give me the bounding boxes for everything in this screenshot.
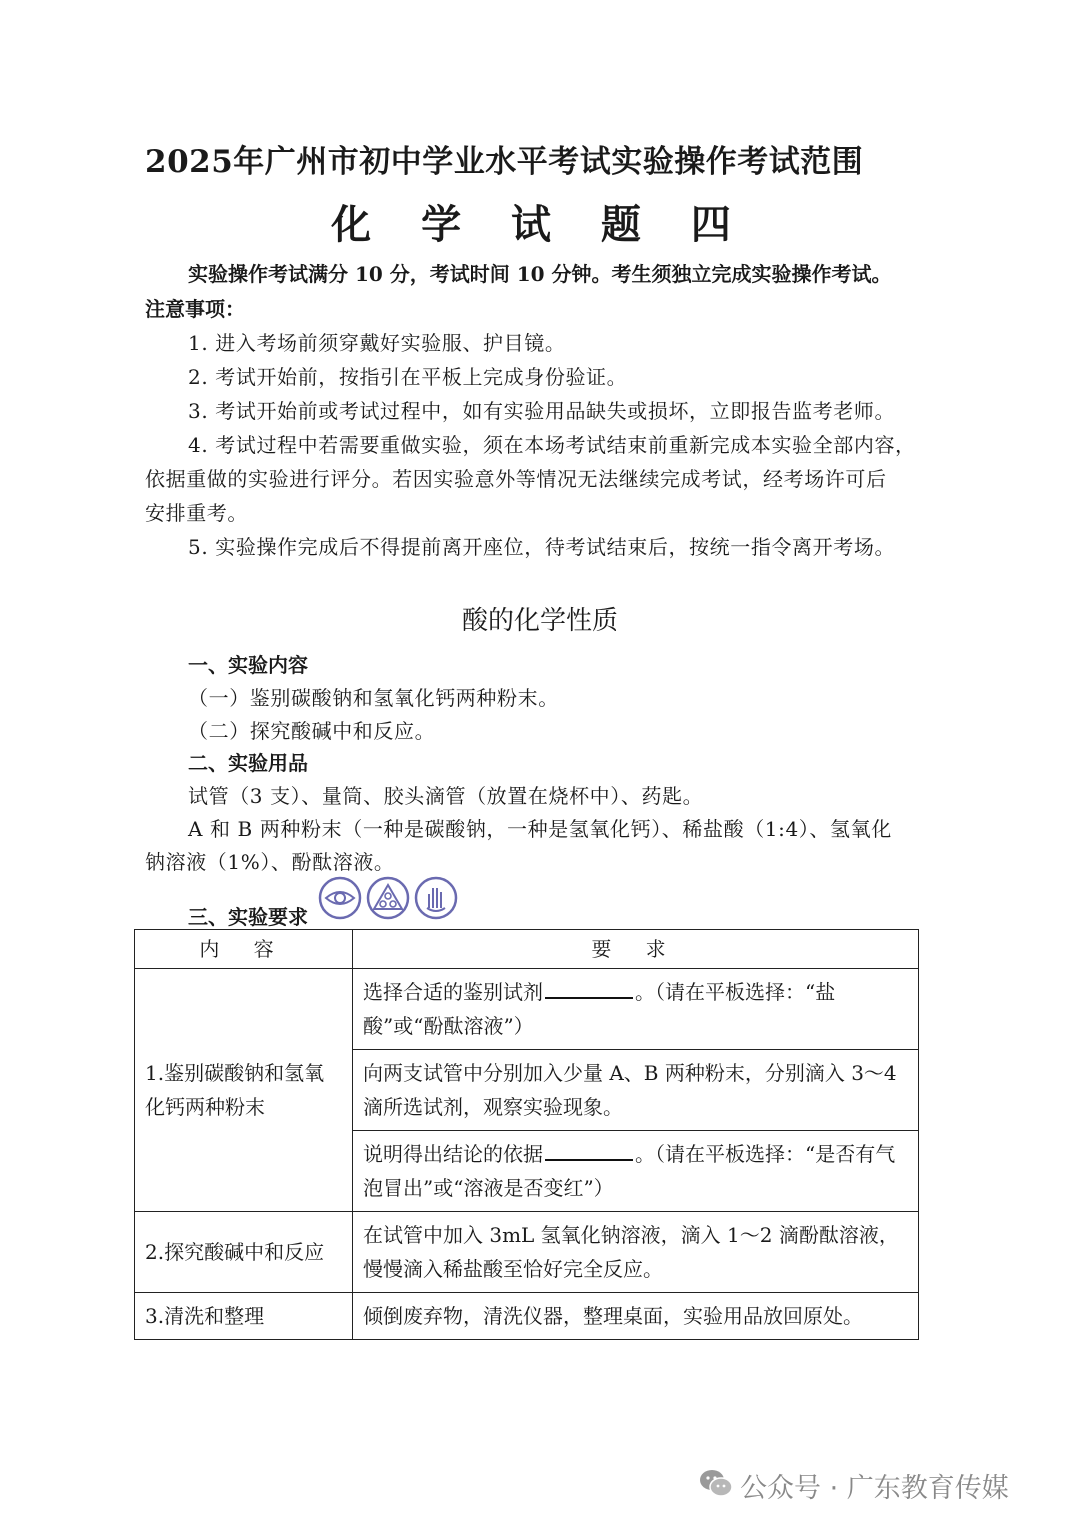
materials-line: 钠溶液（1%）、酚酞溶液。 [145,850,395,874]
notice-heading: 注意事项： [145,297,245,321]
content-item: （二）探究酸碱中和反应。 [188,719,436,743]
chemical-hazard-icon [366,876,410,920]
score-line: 实验操作考试满分 10 分，考试时间 10 分钟。考生须独立完成实验操作考试。 [188,262,892,286]
header-requirement: 要 求 [353,930,919,969]
hand-wash-icon [414,876,458,920]
eye-protection-icon [318,876,362,920]
answer-blank [545,1137,633,1161]
requirement-cell [353,1131,919,1212]
requirement-cell: 倾倒废弃物，清洗仪器，整理桌面，实验用品放回原处。 [353,1293,919,1340]
notice-item: 2. 考试开始前，按指引在平板上完成身份验证。 [188,365,628,389]
footer-text: 公众号 · 广东教育传媒 [740,1473,1009,1504]
requirements-table [134,929,919,1340]
footer-watermark [698,1464,1058,1504]
row-content-cell: 1.鉴别碳酸钠和氢氧化钙两种粉末 [135,969,353,1212]
notice-item: 3. 考试开始前或考试过程中，如有实验用品缺失或损坏，立即报告监考老师。 [188,399,896,423]
requirement-cell [353,969,919,1050]
requirement-text: 说明得出结论的依据 [363,1142,543,1166]
requirement-cell: 在试管中加入 3mL 氢氧化钠溶液，滴入 1～2 滴酚酞溶液，慢慢滴入稀盐酸至恰好完全反应。 [353,1212,919,1293]
materials-line: A 和 B 两种粉末（一种是碳酸钠，一种是氢氧化钙）、稀盐酸（1:4）、氢氧化 [188,817,892,841]
page-title: 2025年广州市初中学业水平考试实验操作考试范围 [145,144,864,180]
answer-blank [545,975,633,999]
notice-item: 安排重考。 [145,501,248,525]
table-row [135,969,919,1050]
requirement-text: 。（请在平板选择：“是否有气泡冒出”或“溶液是否变红”） [363,1142,896,1200]
notice-item: 依据重做的实验进行评分。若因实验意外等情况无法继续完成考试，经考场许可后 [145,467,887,491]
notice-item: 1. 进入考场前须穿戴好实验服、护目镜。 [188,331,566,355]
table-header-row [135,930,919,969]
requirement-text: 选择合适的鉴别试剂 [363,980,543,1004]
experiment-title: 酸的化学性质 [461,606,618,636]
content-heading: 一、实验内容 [188,653,308,677]
materials-line: 试管（3 支）、量筒、胶头滴管（放置在烧杯中）、药匙。 [188,784,704,808]
wechat-icon [698,1468,734,1500]
content-item: （一）鉴别碳酸钠和氢氧化钙两种粉末。 [188,686,559,710]
materials-heading: 二、实验用品 [188,751,308,775]
requirements-heading: 三、实验要求 [188,905,308,929]
safety-icons [318,876,458,920]
requirement-cell: 向两支试管中分别加入少量 A、B 两种粉末，分别滴入 3～4 滴所选试剂，观察实验现象。 [353,1050,919,1131]
header-content: 内 容 [135,930,353,969]
table-row [135,1293,919,1340]
requirement-text: 。（请在平板选择：“盐酸”或“酚酞溶液”） [363,980,836,1038]
notice-item: 4. 考试过程中若需要重做实验，须在本场考试结束前重新完成本实验全部内容， [188,433,916,457]
row-content-cell: 3.清洗和整理 [135,1293,353,1340]
notice-item: 5. 实验操作完成后不得提前离开座位，待考试结束后，按统一指令离开考场。 [188,535,896,559]
table-row [135,1212,919,1293]
page-subtitle: 化 学 试 题 四 [331,201,749,248]
row-content-cell: 2.探究酸碱中和反应 [135,1212,353,1293]
